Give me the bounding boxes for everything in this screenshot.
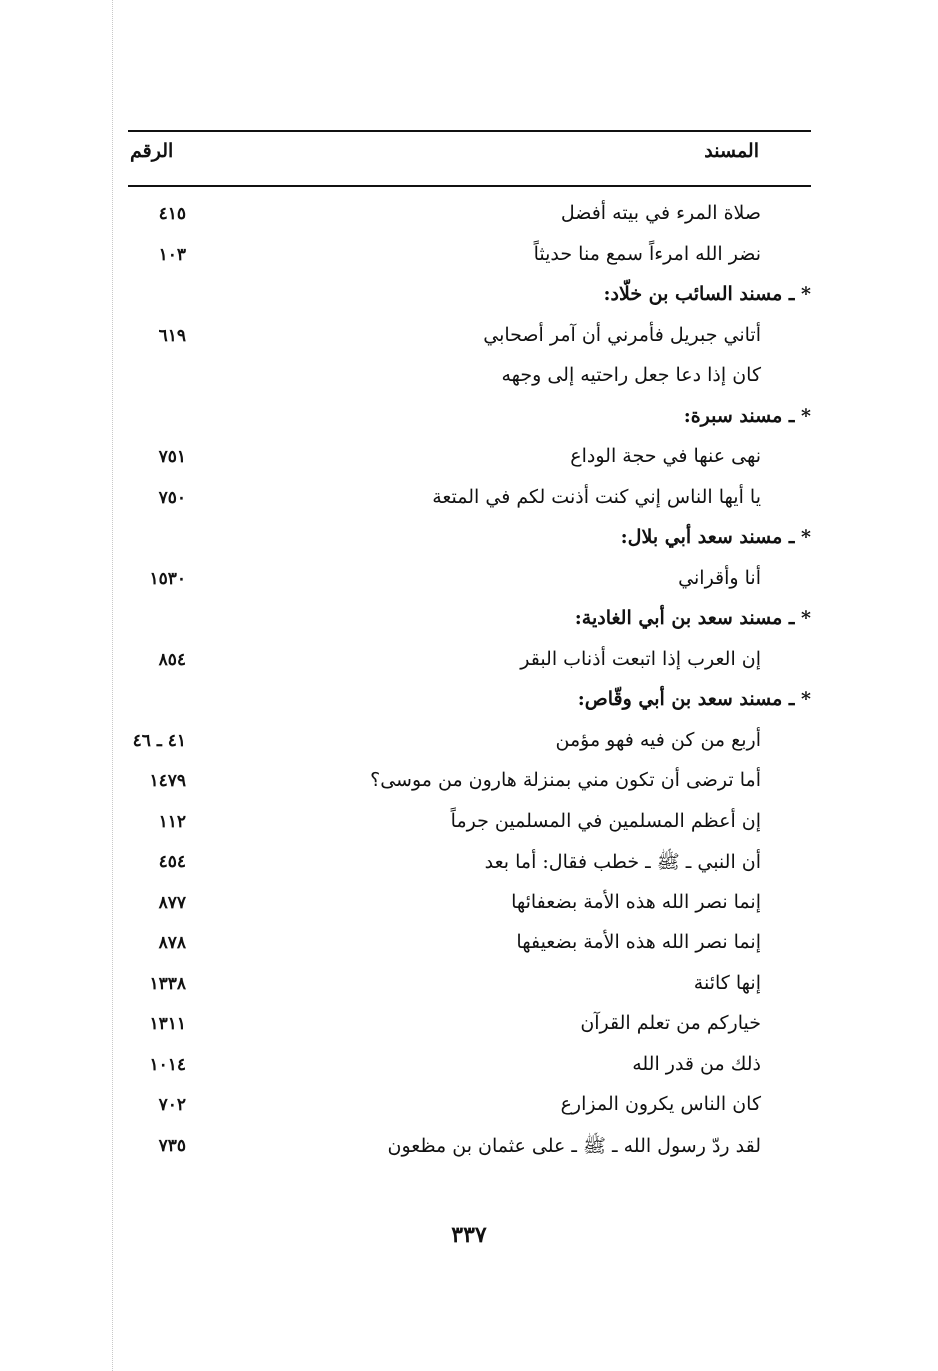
binding-gutter-line: [112, 0, 113, 1371]
entry-number: ٧٣٥: [158, 1135, 186, 1156]
table-row: [128, 846, 811, 887]
column-header-title: المسند: [704, 140, 759, 162]
entry-text: لقد ردّ رسول الله ـ ﷺ ـ على عثمان بن مظعون: [387, 1134, 761, 1157]
table-row: [128, 725, 811, 766]
entry-number: ١٠٣: [158, 244, 186, 265]
table-header-rule: [128, 185, 811, 187]
entry-text: كان إذا دعا جعل راحتيه إلى وجهه: [501, 364, 761, 386]
table-row: [128, 360, 811, 401]
entry-text: صلاة المرء في بيته أفضل: [560, 202, 761, 224]
section-heading-row: [128, 603, 811, 644]
entry-number: ٧٠٢: [158, 1095, 186, 1115]
entry-number: ٨٥٤: [158, 649, 186, 670]
entry-text: يا أيها الناس إني كنت أذنت لكم في المتعة: [432, 485, 761, 508]
entry-number: ٤٥٤: [158, 852, 186, 872]
table-row: [128, 1049, 811, 1090]
section-heading-row: [128, 522, 811, 563]
table-row: [128, 441, 811, 482]
entry-text: إنما نصر الله هذه الأمة بضعفائها: [511, 890, 761, 913]
entry-text: إن أعظم المسلمين في المسلمين جرماً: [450, 809, 761, 832]
entry-text: أما ترضى أن تكون مني بمنزلة هارون من موسى؟: [370, 769, 761, 791]
entry-number: ٤١٥: [158, 204, 186, 224]
section-heading-row: [128, 684, 811, 725]
table-row: [128, 198, 811, 239]
entry-text: أتاني جبريل فأمرني أن آمر أصحابي: [483, 323, 761, 346]
entry-text: نهى عنها في حجة الوداع: [570, 445, 761, 467]
table-row: [128, 765, 811, 806]
entry-text: أن النبي ـ ﷺ ـ خطب فقال: أما بعد: [484, 851, 761, 873]
entry-number: ١١٢: [158, 811, 186, 832]
entry-text: إنها كائنة: [693, 971, 761, 994]
entry-text: خياركم من تعلم القرآن: [580, 1012, 761, 1034]
entry-text: ذلك من قدر الله: [632, 1052, 761, 1075]
table-row: [128, 887, 811, 928]
entry-number: ١٠١٤: [149, 1054, 186, 1075]
entry-text: كان الناس يكرون المزارع: [560, 1093, 761, 1115]
section-heading-text: * ـ مسند سعد بن أبي وقّاص:: [577, 688, 811, 710]
entry-number: ١٣٣٨: [149, 973, 186, 994]
entry-number: ٧٥١: [158, 447, 186, 467]
section-heading-text: * ـ مسند سبرة:: [683, 404, 811, 427]
section-heading-row: [128, 279, 811, 320]
page-number: ٣٣٧: [451, 1222, 487, 1248]
section-heading-row: [128, 401, 811, 442]
table-row: [128, 239, 811, 280]
section-heading-text: * ـ مسند سعد أبي بلال:: [620, 526, 811, 548]
entry-text: إن العرب إذا اتبعت أذناب البقر: [520, 647, 761, 670]
table-row: [128, 1130, 811, 1171]
table-header: [128, 140, 811, 176]
entry-number: ٨٧٧: [158, 892, 186, 913]
entry-number: ٦١٩: [158, 325, 186, 346]
entry-number: ٨٧٨: [158, 933, 186, 953]
table-row: [128, 320, 811, 361]
entry-number: ٤١ ـ ٤٦: [132, 730, 186, 751]
entry-text: إنما نصر الله هذه الأمة بضعيفها: [516, 931, 761, 953]
table-row: [128, 563, 811, 604]
table-row: [128, 1008, 811, 1049]
table-row: [128, 644, 811, 685]
entry-number: ٧٥٠: [158, 487, 186, 508]
index-table-body: [128, 198, 811, 1170]
section-heading-text: * ـ مسند السائب بن خلّاد:: [603, 283, 811, 305]
entry-number: ١٥٣٠: [149, 568, 186, 589]
entry-text: أنا وأقراني: [678, 566, 761, 589]
entry-number: ١٣١١: [149, 1014, 186, 1034]
entry-text: نضر الله امرءاً سمع منا حديثاً: [533, 242, 761, 265]
table-row: [128, 968, 811, 1009]
column-header-number: الرقم: [130, 140, 174, 162]
table-row: [128, 806, 811, 847]
table-row: [128, 482, 811, 523]
section-heading-text: * ـ مسند سعد بن أبي الغادية:: [574, 607, 811, 629]
entry-number: ١٤٧٩: [149, 771, 186, 791]
table-row: [128, 927, 811, 968]
entry-text: أربع من كن فيه فهو مؤمن: [555, 728, 761, 751]
table-top-rule: [128, 130, 811, 132]
table-row: [128, 1089, 811, 1130]
